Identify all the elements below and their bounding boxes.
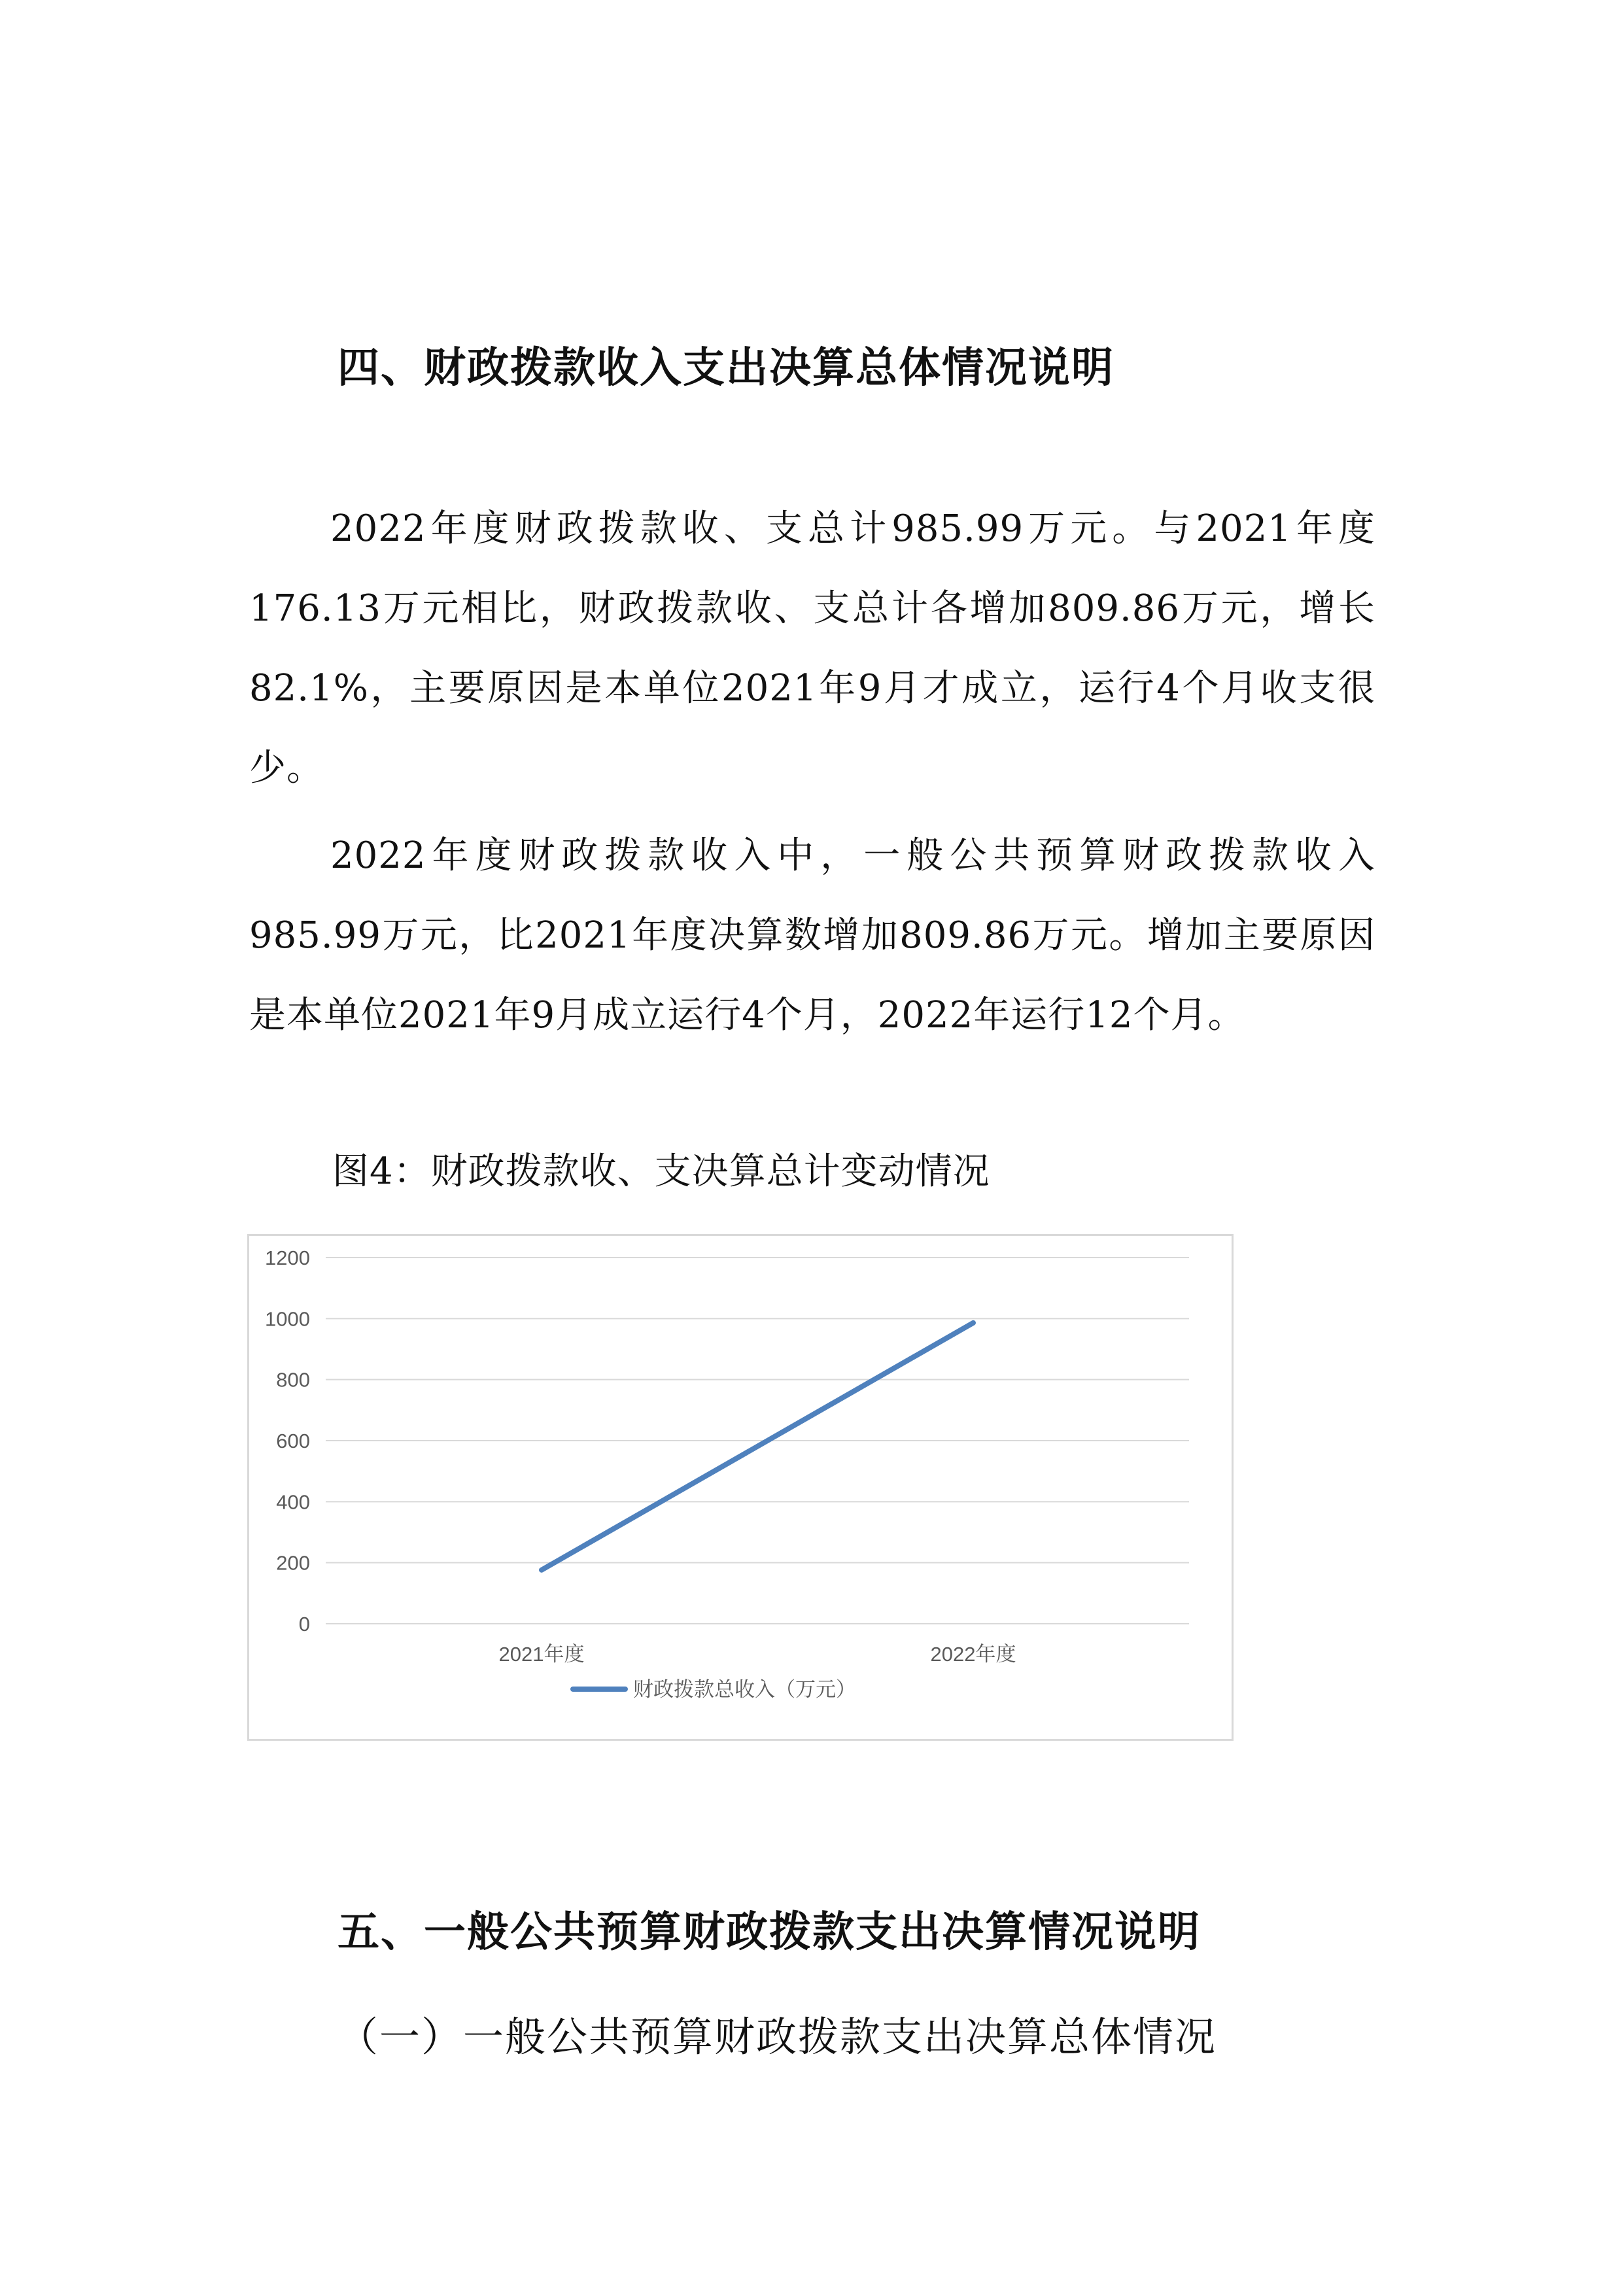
y-tick-label: 1000: [265, 1307, 310, 1331]
paragraph-total-comparison: 2022年度财政拨款收、支总计985.99万元。与2021年度176.13万元相比，财政拨款收、支总计各增加809.86万元，增长82.1%，主要原因是本单位2021年9月才成立，运行4个月收支很少。: [249, 507, 1375, 789]
section-5-heading: 五、一般公共预算财政拨款支出决算情况说明: [337, 1908, 1201, 1957]
x-tick-label: 2021年度: [498, 1643, 585, 1666]
y-tick-label: 0: [298, 1613, 310, 1636]
y-tick-label: 400: [276, 1490, 310, 1514]
figure-4-caption: 图4：财政拨款收、支决算总计变动情况: [332, 1150, 990, 1193]
line-chart-frame: [247, 1234, 1234, 1741]
x-axis-tick-labels: [499, 1643, 1016, 1666]
x-tick-label: 2022年度: [930, 1643, 1016, 1666]
series-lines: [542, 1323, 973, 1570]
paragraph-general-budget-income: 2022年度财政拨款收入中，一般公共预算财政拨款收入985.99万元，比2021年度决算数增加809.86万元。增加主要原因是本单位2021年9月成立运行4个月，2022年运行12个月。: [249, 834, 1375, 1037]
grid-lines: [326, 1258, 1189, 1624]
y-tick-label: 600: [276, 1430, 310, 1452]
y-tick-label: 1200: [265, 1246, 310, 1269]
series-line: [542, 1323, 973, 1570]
y-tick-label: 200: [276, 1551, 310, 1575]
line-chart: [249, 1236, 1232, 1739]
y-tick-label: 800: [276, 1368, 310, 1392]
section-5-subheading: （一）一般公共预算财政拨款支出决算总体情况: [337, 2013, 1217, 2061]
y-axis-tick-labels: [265, 1246, 310, 1636]
chart-legend: [573, 1678, 856, 1701]
legend-label: 财政拨款总收入（万元）: [633, 1678, 856, 1701]
section-4-heading: 四、财政拨款收入支出决算总体情况说明: [337, 344, 1114, 392]
